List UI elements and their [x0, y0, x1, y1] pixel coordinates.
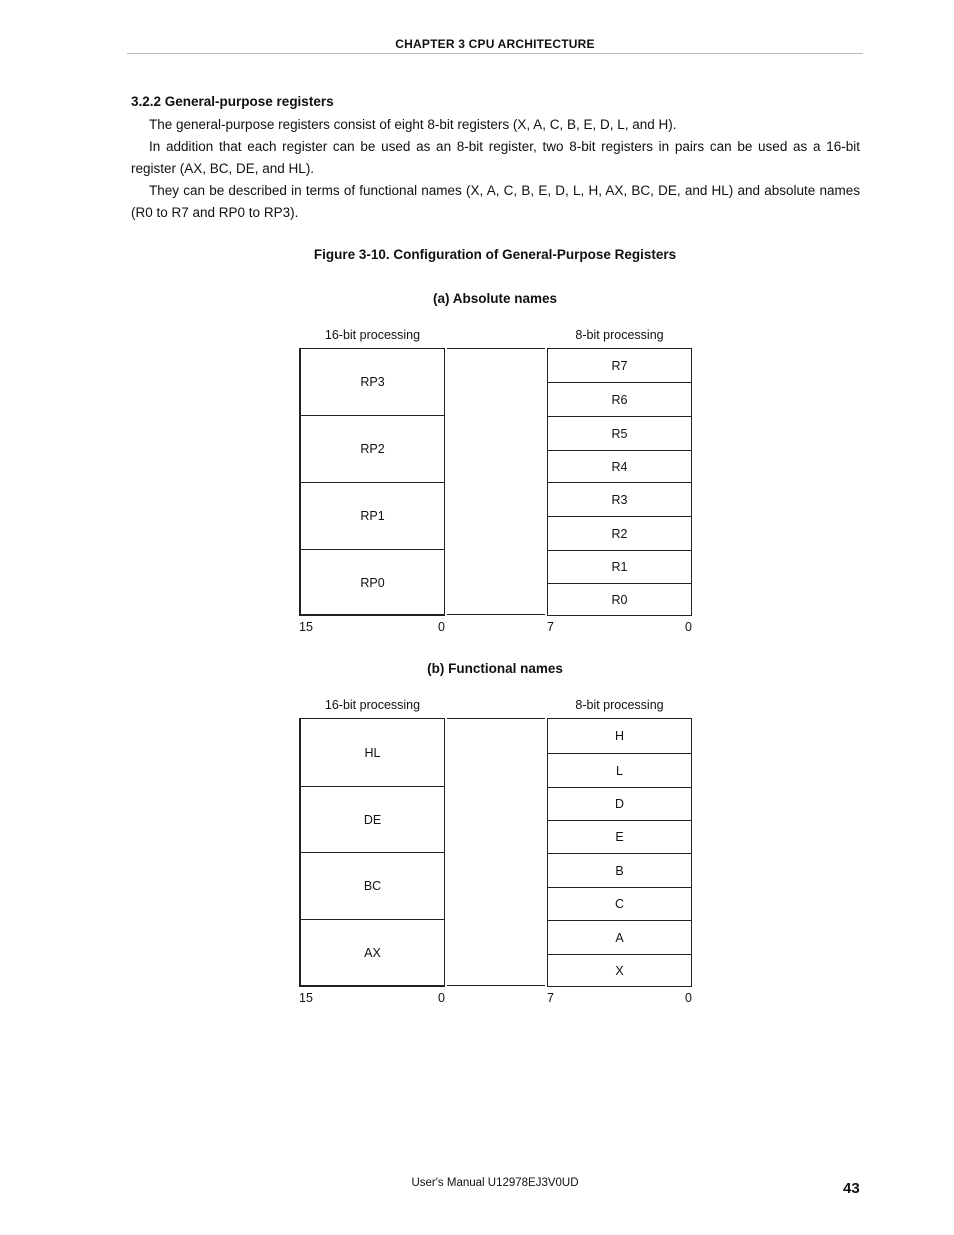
- footer-manual-id: User's Manual U12978EJ3V0UD: [411, 1177, 579, 1189]
- single-register-e: E: [548, 820, 691, 853]
- chapter-header: CHAPTER 3 CPU ARCHITECTURE: [395, 37, 595, 51]
- pair-register-rp3: RP3: [360, 375, 385, 389]
- single-register-r5: R5: [548, 416, 691, 450]
- page-number: 43: [843, 1180, 860, 1197]
- single-register-b: B: [548, 853, 691, 887]
- single-register-c: C: [548, 887, 691, 920]
- paragraph-3: They can be described in terms of functional names (X, A, C, B, E, D, L, H, AX, BC, DE, and HL) and absolute names (R0 to R7 and RP0 to RP3).: [131, 183, 860, 220]
- single-register-r4: R4: [548, 450, 691, 482]
- pair-register-box: [299, 718, 445, 987]
- gap-line-bottom: [447, 614, 545, 615]
- label-16bit: 16-bit processing: [324, 328, 421, 342]
- pair-register-rp1: RP1: [301, 482, 444, 549]
- bit-label-7: 7: [547, 991, 554, 1005]
- label-8bit: 8-bit processing: [575, 328, 664, 342]
- single-register-r6: R6: [548, 382, 691, 416]
- figure-caption: Figure 3-10. Configuration of General-Purpose Registers: [313, 247, 677, 262]
- bit-label-0-high: 0: [438, 991, 445, 1005]
- single-register-r7: R7: [611, 358, 628, 373]
- single-register-h: H: [614, 729, 625, 743]
- label-16bit: 16-bit processing: [324, 698, 421, 712]
- bit-label-0-high: 0: [438, 620, 445, 634]
- single-register-x: X: [548, 954, 691, 986]
- pair-register-rp2: RP2: [301, 415, 444, 482]
- single-register-box: [547, 718, 692, 987]
- bit-label-7: 7: [547, 620, 554, 634]
- single-register-r1: R1: [548, 550, 691, 583]
- single-register-a: A: [548, 920, 691, 954]
- bit-label-15: 15: [299, 991, 313, 1005]
- gap-line-top: [447, 348, 545, 349]
- pair-register-de: DE: [301, 786, 444, 852]
- single-register-l: L: [548, 753, 691, 787]
- bit-label-0-low: 0: [685, 620, 692, 634]
- paragraph-2: In addition that each register can be used as an 8-bit register, two 8-bit registers in pairs can be used as a 16-bit register (AX, BC, DE, and HL).: [131, 139, 860, 176]
- header-rule: [127, 53, 863, 54]
- single-register-r3: R3: [548, 482, 691, 516]
- bit-label-0-low: 0: [685, 991, 692, 1005]
- pair-register-ax: AX: [301, 919, 444, 986]
- paragraph-1: The general-purpose registers consist of eight 8-bit registers (X, A, C, B, E, D, L, and H).: [149, 117, 677, 132]
- gap-line-bottom: [447, 985, 545, 986]
- section-heading: 3.2.2 General-purpose registers: [131, 94, 334, 109]
- pair-register-bc: BC: [301, 852, 444, 919]
- pair-register-rp0: RP0: [301, 549, 444, 615]
- single-register-r0: R0: [548, 583, 691, 615]
- gap-line-top: [447, 718, 545, 719]
- diagram-subcaption: (a) Absolute names: [432, 291, 558, 306]
- single-register-box: [547, 348, 692, 616]
- single-register-r2: R2: [548, 516, 691, 550]
- bit-label-15: 15: [299, 620, 313, 634]
- pair-register-box: [299, 348, 445, 616]
- label-8bit: 8-bit processing: [575, 698, 664, 712]
- single-register-d: D: [548, 787, 691, 820]
- diagram-subcaption: (b) Functional names: [427, 661, 563, 676]
- pair-register-hl: HL: [364, 745, 381, 760]
